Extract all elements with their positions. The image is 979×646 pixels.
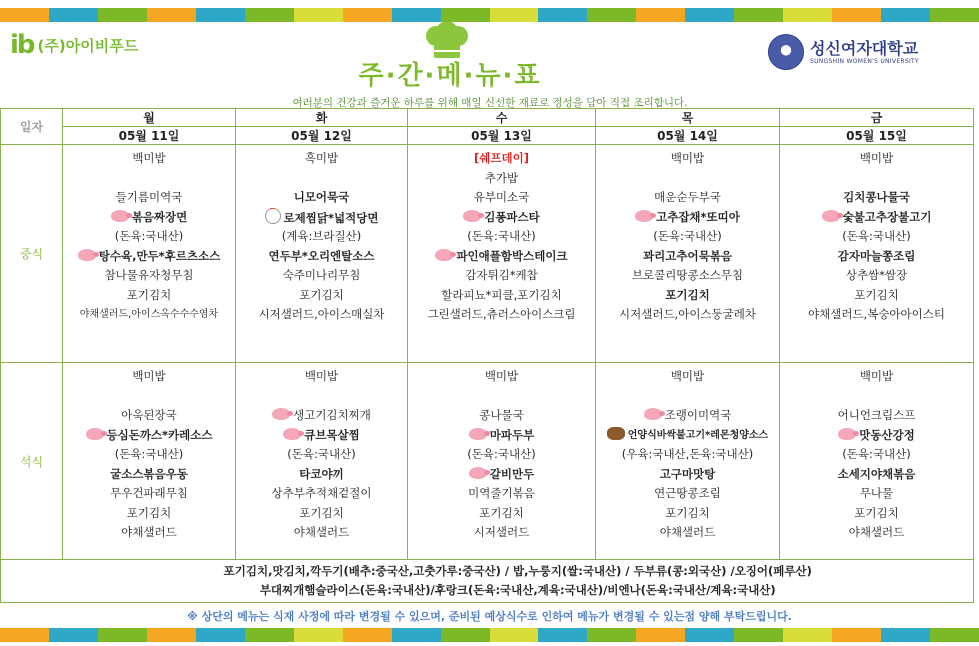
menu-gap	[236, 387, 407, 407]
menu-item-text: 야채샐러드	[659, 525, 716, 539]
menu-item-text: 굴소스볶음우동	[110, 466, 188, 481]
menu-item	[780, 484, 973, 504]
menu-item	[236, 305, 407, 325]
pig-icon	[78, 249, 96, 261]
pig-icon	[822, 210, 840, 222]
menu-item	[408, 266, 595, 286]
pig-icon	[111, 210, 129, 222]
menu-item-text: 로제찜닭*넓적당면	[283, 210, 379, 225]
menu-item-text: (돈육:국내산)	[114, 447, 184, 461]
menu-item-text: (계육:브라질산)	[281, 229, 362, 243]
menu-item-text: 참나물유자청무침	[104, 268, 194, 282]
stripe-segment	[832, 628, 881, 642]
menu-item-text: 야채샐러드	[293, 525, 350, 539]
menu-item	[596, 465, 779, 485]
lunch-row	[1, 145, 974, 363]
menu-gap	[596, 169, 779, 189]
menu-item	[236, 465, 407, 485]
menu-item	[408, 484, 595, 504]
menu-item	[236, 188, 407, 208]
menu-item-text: (돈육:국내산)	[467, 229, 536, 243]
university-logo	[768, 34, 919, 70]
menu-item-text: 콩나물국	[479, 408, 524, 422]
company-logo	[10, 30, 138, 60]
menu-item	[596, 305, 779, 325]
origin-spacer	[1, 560, 63, 603]
menu-item	[63, 247, 235, 267]
menu-item	[596, 188, 779, 208]
menu-item	[780, 445, 973, 465]
menu-item-text: 브로콜리땅콩소스무침	[631, 268, 744, 282]
menu-item-text: 야채샐러드,아이스옥수수수염차	[79, 309, 219, 320]
lunch-cell	[596, 145, 780, 363]
menu-item	[596, 266, 779, 286]
menu-item	[236, 406, 407, 426]
company-name: (주)아이비푸드	[37, 36, 139, 55]
dinner-cell	[780, 363, 974, 560]
menu-item-text: 야채샐러드,복숭아아이스티	[808, 307, 945, 321]
menu-item-text: 미역줄기볶음	[468, 486, 535, 500]
menu-item	[63, 227, 235, 247]
menu-gap	[408, 387, 595, 407]
menu-item-text: 큐브목살찜	[304, 427, 360, 442]
menu-item-text: 등심돈까스*카레소스	[106, 427, 213, 442]
menu-item-text: 시저샐러드	[473, 525, 530, 539]
menu-item-text: 포기김치	[665, 287, 710, 302]
menu-item	[236, 266, 407, 286]
menu-item-text: 소세지야채볶음	[837, 466, 916, 481]
menu-item	[63, 149, 235, 169]
menu-item	[408, 504, 595, 524]
menu-item	[780, 504, 973, 524]
menu-item-text: 포기김치	[126, 287, 172, 302]
pig-icon	[469, 467, 487, 479]
menu-item	[780, 305, 973, 325]
menu-gap	[780, 387, 973, 407]
menu-item	[236, 504, 407, 524]
menu-item-text: (돈육:국내산)	[842, 229, 911, 243]
menu-item	[596, 504, 779, 524]
pig-icon	[644, 408, 662, 420]
menu-item-text: 상추부추적채겉절이	[271, 486, 372, 500]
menu-item	[596, 247, 779, 267]
lunch-cell	[63, 145, 236, 363]
menu-item	[63, 305, 235, 325]
menu-item	[596, 149, 779, 169]
stripe-segment	[930, 8, 979, 22]
menu-item	[236, 484, 407, 504]
menu-item-text: (돈육:국내산)	[467, 447, 536, 461]
menu-gap	[63, 387, 235, 407]
bottom-color-stripe	[0, 628, 979, 642]
menu-item	[780, 465, 973, 485]
menu-item	[63, 406, 235, 426]
university-name: 성신여자대학교	[809, 38, 919, 58]
stripe-segment	[98, 628, 147, 642]
page-subtitle: 여러분의 건강과 즐거운 하루를 위해 매일 신선한 재료로 정성을 담아 직접 조리합니다.	[292, 97, 688, 109]
menu-item-text: 포기김치	[299, 505, 344, 520]
menu-item-text: 연두부*오리엔탈소스	[268, 248, 375, 263]
stripe-segment	[734, 628, 783, 642]
origin-info	[63, 560, 974, 603]
menu-item-text: 할라피뇨*피클,포기김치	[441, 287, 562, 302]
menu-item-text: 흑미밥	[304, 151, 339, 165]
menu-item	[408, 188, 595, 208]
menu-item	[780, 426, 973, 446]
menu-item-text: 김퐁파스타	[484, 209, 540, 224]
menu-item	[780, 208, 973, 228]
menu-item	[63, 445, 235, 465]
menu-item	[236, 227, 407, 247]
menu-item-text: (돈육:국내산)	[653, 229, 722, 243]
menu-item	[408, 406, 595, 426]
menu-item	[596, 426, 779, 446]
day-name: 화	[236, 109, 408, 127]
menu-item-text: 시저샐러드,아이스둥굴레차	[619, 307, 756, 321]
menu-item-text: 꽈리고추어묵볶음	[643, 248, 732, 263]
page-title: 주·간·메·뉴·표	[358, 61, 542, 91]
day-row	[1, 109, 974, 127]
dinner-cell	[236, 363, 408, 560]
stripe-segment	[0, 8, 49, 22]
day-date: 05월 12일	[236, 127, 408, 145]
pig-icon	[86, 428, 104, 440]
university-seal-icon	[768, 34, 804, 70]
menu-item	[236, 286, 407, 306]
menu-item	[780, 266, 973, 286]
menu-item-text: 맛동산강정	[859, 427, 915, 442]
stripe-segment	[147, 8, 196, 22]
menu-item	[408, 208, 595, 228]
lunch-label: 중식	[1, 145, 63, 363]
menu-item	[236, 149, 407, 169]
stripe-segment	[392, 628, 441, 642]
menu-item	[596, 286, 779, 306]
stripe-segment	[636, 8, 685, 22]
menu-item	[408, 247, 595, 267]
pig-icon	[469, 428, 487, 440]
day-name: 금	[780, 109, 974, 127]
menu-item	[596, 484, 779, 504]
menu-item	[236, 523, 407, 543]
menu-item-text: 유부미소국	[473, 190, 530, 204]
stripe-segment	[587, 8, 636, 22]
university-name-en: SUNGSHIN WOMEN'S UNIVERSITY	[809, 57, 919, 65]
day-name: 월	[63, 109, 236, 127]
menu-item	[408, 523, 595, 543]
menu-item-text: (돈육:국내산)	[842, 447, 911, 461]
menu-item-text: 숯불고추장불고기	[842, 209, 932, 224]
stripe-segment	[196, 8, 245, 22]
stripe-segment	[490, 8, 539, 22]
menu-item-text: 포기김치	[854, 505, 899, 520]
weekly-menu-table	[0, 108, 974, 603]
menu-item-text: 포기김치	[126, 505, 172, 520]
menu-item-text: 연근땅콩조림	[654, 486, 721, 500]
menu-item	[780, 523, 973, 543]
notice-text: ※ 상단의 메뉴는 식재 사정에 따라 변경될 수 있으며, 준비된 예상식수로 인하여 메뉴가 변경될 수 있는점 양해 부탁드립니다.	[187, 610, 792, 623]
menu-item	[596, 406, 779, 426]
menu-item-text: 들기름미역국	[115, 190, 183, 204]
dinner-cell	[63, 363, 236, 560]
day-name: 목	[596, 109, 780, 127]
menu-item	[780, 286, 973, 306]
stripe-segment	[685, 628, 734, 642]
menu-item	[408, 465, 595, 485]
dinner-cell	[596, 363, 780, 560]
day-name: 수	[408, 109, 596, 127]
stripe-segment	[392, 8, 441, 22]
cow-icon	[607, 427, 625, 440]
stripe-segment	[441, 628, 490, 642]
menu-item-text: 갈비만두	[489, 466, 535, 481]
menu-item-text: 생고기김치찌개	[293, 408, 371, 422]
ib-logo-mark: ib	[10, 30, 34, 60]
menu-item	[63, 484, 235, 504]
menu-item-text: 포기김치	[299, 287, 344, 302]
stripe-segment	[783, 628, 832, 642]
lunch-cell	[780, 145, 974, 363]
menu-item-text: 백미밥	[132, 151, 166, 165]
menu-item-text: 상추쌈*쌈장	[845, 268, 908, 282]
stripe-segment	[294, 628, 343, 642]
stripe-segment	[343, 8, 392, 22]
menu-item-text: 고추잡채*또띠아	[656, 209, 740, 224]
date-row	[1, 127, 974, 145]
stripe-segment	[343, 628, 392, 642]
pig-icon	[635, 210, 653, 222]
menu-item	[63, 523, 235, 543]
menu-item	[408, 445, 595, 465]
menu-item-text: 백미밥	[859, 151, 894, 165]
chicken-icon	[265, 208, 281, 224]
top-color-stripe	[0, 8, 979, 22]
pig-icon	[838, 428, 856, 440]
menu-item-text: 백미밥	[132, 369, 166, 383]
menu-item	[63, 465, 235, 485]
menu-item-text: 포기김치	[665, 505, 710, 520]
menu-item-text: 아욱된장국	[121, 408, 177, 422]
menu-item-text: 야채샐러드	[848, 525, 905, 539]
menu-item	[780, 227, 973, 247]
stripe-segment	[881, 628, 930, 642]
menu-item-text: 타코야끼	[299, 466, 344, 481]
origin-row	[1, 560, 974, 603]
stripe-segment	[49, 8, 98, 22]
stripe-segment	[685, 8, 734, 22]
menu-item	[780, 367, 973, 387]
menu-item-text: 감자튀김*케찹	[465, 268, 538, 282]
menu-item-text: 파인애플함박스테이크	[456, 248, 568, 263]
menu-item-text: 김치콩나물국	[843, 190, 910, 204]
dinner-cell	[408, 363, 596, 560]
menu-item	[408, 227, 595, 247]
stripe-segment	[587, 628, 636, 642]
stripe-segment	[538, 8, 587, 22]
menu-item	[63, 286, 235, 306]
origin-line: 포기김치,맛김치,깍두기(배추:중국산,고춧가루:중국산) / 밥,누룽지(쌀:국내산) / 두부류(콩:외국산) /오징어(페루산)	[223, 564, 812, 578]
menu-item	[780, 406, 973, 426]
menu-item-text: (돈육:국내산)	[114, 229, 184, 243]
menu-item-text: 백미밥	[859, 369, 894, 383]
menu-item	[596, 208, 779, 228]
menu-item-text: 무나물	[859, 486, 894, 500]
menu-item	[408, 426, 595, 446]
menu-item-text: 백미밥	[670, 369, 705, 383]
menu-item	[408, 305, 595, 325]
menu-gap	[596, 387, 779, 407]
menu-item-text: 볶음짜장면	[131, 209, 188, 224]
menu-item-text: 감자마늘쫑조림	[837, 248, 916, 263]
stripe-segment	[538, 628, 587, 642]
menu-item-text: 조랭이미역국	[664, 408, 732, 422]
stripe-segment	[98, 8, 147, 22]
menu-gap	[780, 169, 973, 189]
menu-item-text: 고구마맛탕	[659, 466, 716, 481]
menu-item-text: 시저샐러드,아이스매실차	[258, 307, 385, 321]
menu-item	[408, 169, 595, 189]
stripe-segment	[636, 628, 685, 642]
day-date: 05월 11일	[63, 127, 236, 145]
menu-item-text: 숙주미나리무침	[282, 268, 361, 282]
menu-item-text: 백미밥	[670, 151, 705, 165]
menu-item	[596, 445, 779, 465]
menu-item-text: [쉐프데이]	[474, 151, 529, 165]
stripe-segment	[734, 8, 783, 22]
menu-item	[780, 149, 973, 169]
stripe-segment	[490, 628, 539, 642]
menu-item	[236, 426, 407, 446]
menu-item-text: 언양식바싹불고기*레몬청양소스	[627, 429, 769, 441]
lunch-cell	[408, 145, 596, 363]
menu-item	[63, 266, 235, 286]
menu-item-text: (돈육:국내산)	[287, 447, 356, 461]
menu-item-text: 백미밥	[304, 369, 339, 383]
pig-icon	[463, 210, 481, 222]
stripe-segment	[832, 8, 881, 22]
menu-item-text: 백미밥	[484, 369, 519, 383]
menu-item	[780, 247, 973, 267]
menu-item	[780, 188, 973, 208]
menu-item	[63, 188, 235, 208]
menu-item	[596, 523, 779, 543]
stripe-segment	[783, 8, 832, 22]
menu-item	[596, 227, 779, 247]
menu-gap	[236, 169, 407, 189]
menu-item-text: 니모어묵국	[293, 190, 350, 204]
menu-item	[408, 367, 595, 387]
menu-item	[236, 208, 407, 228]
menu-item	[408, 286, 595, 306]
dinner-label: 석식	[1, 363, 63, 560]
stripe-segment	[245, 628, 294, 642]
menu-item	[408, 149, 595, 169]
day-date: 05월 13일	[408, 127, 596, 145]
pig-icon	[272, 408, 290, 420]
stripe-segment	[881, 8, 930, 22]
stripe-segment	[441, 8, 490, 22]
menu-gap	[63, 169, 235, 189]
menu-item	[63, 367, 235, 387]
stripe-segment	[294, 8, 343, 22]
menu-item-text: 그린샐러드,츄러스아이스크림	[427, 307, 576, 321]
menu-item	[63, 504, 235, 524]
stripe-segment	[147, 628, 196, 642]
menu-item-text: 무우건파래무침	[110, 486, 188, 500]
menu-item	[63, 208, 235, 228]
menu-item	[63, 426, 235, 446]
pig-icon	[283, 428, 301, 440]
menu-item	[236, 247, 407, 267]
dinner-row	[1, 363, 974, 560]
pig-icon	[435, 249, 453, 261]
menu-item-text: 추가밥	[484, 170, 519, 185]
menu-item-text: (우육:국내산,돈육:국내산)	[621, 447, 754, 461]
menu-item-text: 탕수육,만두*후르츠소스	[98, 248, 221, 263]
menu-item-text: 야채샐러드	[121, 525, 177, 539]
stripe-segment	[49, 628, 98, 642]
stripe-segment	[0, 628, 49, 642]
menu-item-text: 포기김치	[854, 287, 899, 302]
menu-item-text: 포기김치	[479, 505, 524, 520]
menu-item	[236, 367, 407, 387]
menu-item	[596, 367, 779, 387]
menu-item-text: 어니언크림스프	[837, 408, 916, 422]
origin-line: 부대찌개햄슬라이스(돈육:국내산)/후랑크(돈육:국내산,계육:국내산)/비엔나(돈육:국내산/계육:국내산)	[259, 583, 776, 597]
menu-item	[236, 445, 407, 465]
menu-item-text: 매운순두부국	[654, 190, 721, 204]
menu-item-text: 마파두부	[489, 427, 535, 442]
lunch-cell	[236, 145, 408, 363]
stripe-segment	[930, 628, 979, 642]
stripe-segment	[196, 628, 245, 642]
date-label: 일자	[1, 109, 63, 145]
stripe-segment	[245, 8, 294, 22]
day-date: 05월 15일	[780, 127, 974, 145]
day-date: 05월 14일	[596, 127, 780, 145]
